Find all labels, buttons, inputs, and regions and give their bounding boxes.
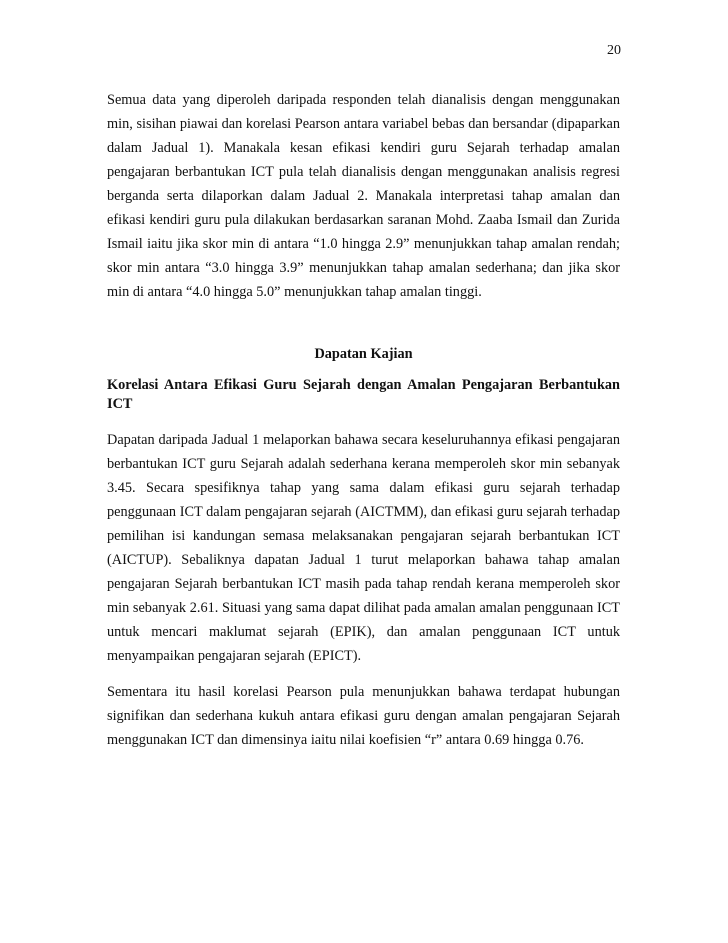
page-content	[107, 88, 620, 752]
subsection-heading: Korelasi Antara Efikasi Guru Sejarah dengan Amalan Pengajaran Berbantukan ICT	[107, 377, 620, 412]
page-number: 20	[607, 43, 621, 58]
section-heading: Dapatan Kajian	[314, 346, 413, 362]
intro-paragraph: Semua data yang diperoleh daripada responden telah dianalisis dengan menggunakan min, sisihan piawai dan korelasi Pearson antara variabel bebas dan bersandar (dipaparkan dalam Jadual 1). Manakala kesan efikasi kendiri guru Sejarah terhadap amalan pengajaran berbantukan ICT pula telah dianalisis dengan menggunakan analisis regresi berganda serta dilaporkan dalam Jadual 2. Manakala interpretasi tahap amalan dan efikasi kendiri guru pula dilakukan berdasarkan saranan Mohd. Zaaba Ismail dan Zurida Ismail iaitu jika skor min di antara “1.0 hingga 2.9” menunjukkan tahap amalan rendah; skor min antara “3.0 hingga 3.9” menunjukkan tahap amalan sederhana; dan jika skor min di antara “4.0 hingga 5.0” menunjukkan tahap amalan tinggi.	[107, 92, 620, 300]
findings-paragraph-1: Dapatan daripada Jadual 1 melaporkan bahawa secara keseluruhannya efikasi pengajaran berbantukan ICT guru Sejarah adalah sederhana kerana memperoleh skor min sebanyak 3.45. Secara spesifiknya tahap yang sama dalam efikasi guru sejarah terhadap penggunaan ICT dalam pengajaran sejarah (AICTMM), dan efikasi guru sejarah terhadap pemilihan isi kandungan semasa melaksanakan pengajaran sejarah berbantukan ICT (AICTUP). Sebaliknya dapatan Jadual 1 turut melaporkan bahawa tahap amalan pengajaran Sejarah berbantukan ICT masih pada tahap rendah kerana memperoleh skor min sebanyak 2.61. Situasi yang sama dapat dilihat pada amalan amalan penggunaan ICT untuk mencari maklumat sejarah (EPIK), dan amalan penggunaan ICT untuk menyampaikan pengajaran sejarah (EPICT).	[107, 432, 620, 664]
findings-paragraph-2: Sementara itu hasil korelasi Pearson pula menunjukkan bahawa terdapat hubungan signifikan dan sederhana kukuh antara efikasi guru dengan amalan pengajaran Sejarah menggunakan ICT dan dimensinya iaitu nilai koefisien “r” antara 0.69 hingga 0.76.	[107, 684, 620, 748]
